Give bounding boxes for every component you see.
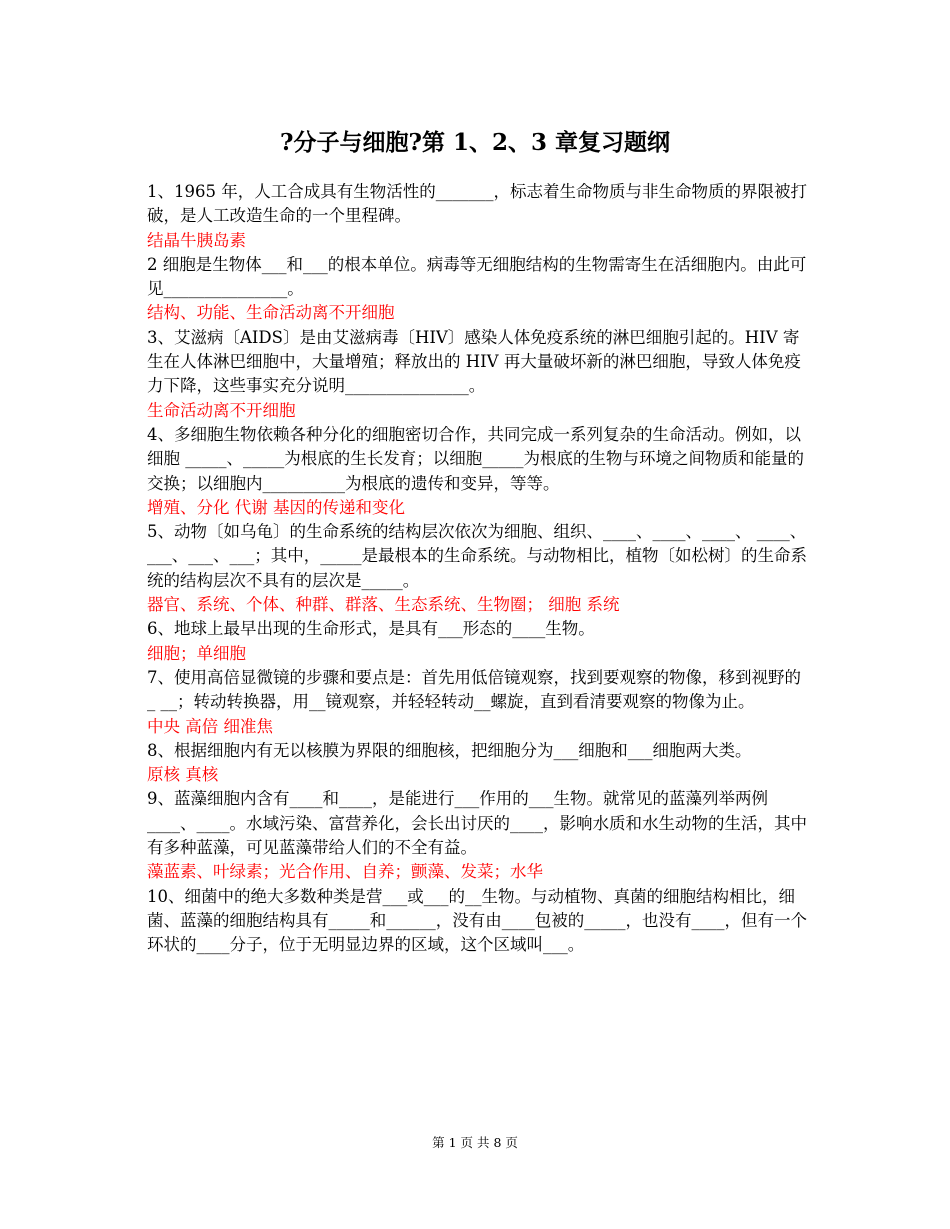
answer-3: 生命活动离不开细胞 <box>147 400 296 420</box>
answer-7: 中央 高倍 细准焦 <box>147 716 273 736</box>
answer-9: 藻蓝素、叶绿素；光合作用、自养；颤藻、发菜；水华 <box>147 862 543 882</box>
question-1: 1、1965 年，人工合成具有生物活性的_______，标志着生命物质与非生命物质的界限被打破，是人工改造生命的一个里程碑。 <box>147 182 807 226</box>
question-8: 8、根据细胞内有无以核膜为界限的细胞核，把细胞分为___细胞和___细胞两大类。 <box>147 740 752 760</box>
answer-5: 器官、系统、个体、种群、群落、生态系统、生物圈； 细胞 系统 <box>147 595 620 615</box>
page-title: ?分子与细胞?第 1、2、3 章复习题纲 <box>280 129 670 156</box>
question-list <box>147 180 807 958</box>
question-3: 3、艾滋病〔AIDS〕是由艾滋病毒〔HIV〕感染人体免疫系统的淋巴细胞引起的。HIV 寄生在人体淋巴细胞中，大量增殖；释放出的 HIV 再大量破坏新的淋巴细胞，导致人体免疫力下降，这些事实充分说明_______________。 <box>147 327 801 396</box>
page-footer: 第 1 页 共 8 页 <box>432 1135 518 1150</box>
question-9: 9、蓝藻细胞内含有____和____，是能进行___作用的___生物。就常见的蓝藻列举两例____、____。水域污染、富营养化，会长出讨厌的____，影响水质和水生动物的生活，其中有多种蓝藻，可见蓝藻带给人们的不全有益。 <box>147 789 807 858</box>
question-6: 6、地球上最早出现的生命形式，是具有___形态的____生物。 <box>147 619 595 639</box>
question-10: 10、细菌中的绝大多数种类是营___或___的__生物。与动植物、真菌的细胞结构相比，细菌、蓝藻的细胞结构具有_____和______，没有由____包被的_____，也没有____，但有一个环状的____分子，位于无明显边界的区域，这个区域叫___。 <box>147 886 807 955</box>
question-7: 7、使用高倍显微镜的步骤和要点是：首先用低倍镜观察，找到要观察的物像，移到视野的_ __；转动转换器，用__镜观察，并轻轻转动__螺旋，直到看清要观察的物像为止。 <box>147 667 801 712</box>
answer-4: 增殖、分化 代谢 基因的传递和变化 <box>147 497 405 517</box>
question-2: 2 细胞是生物体___和___的根本单位。病毒等无细胞结构的生物需寄生在活细胞内。由此可见_______________。 <box>147 254 807 299</box>
question-4: 4、多细胞生物依赖各种分化的细胞密切合作，共同完成一系列复杂的生命活动。例如，以细胞 _____、_____为根底的生长发育；以细胞_____为根底的生物与环境之间物质和能量的交换；以细胞内__________为根底的遗传和变异，等等。 <box>147 424 804 493</box>
answer-1: 结晶牛胰岛素 <box>147 230 246 250</box>
answer-6: 细胞；单细胞 <box>147 643 246 663</box>
answer-2: 结构、功能、生命活动离不开细胞 <box>147 303 395 323</box>
question-5: 5、动物〔如乌龟〕的生命系统的结构层次依次为细胞、组织、____、____、____、 ____、___、___、___；其中，_____是最根本的生命系统。与动物相比，植物〔如松树〕的生命系统的结构层次不具有的层次是_____。 <box>147 522 807 590</box>
answer-8: 原核 真核 <box>147 765 219 785</box>
